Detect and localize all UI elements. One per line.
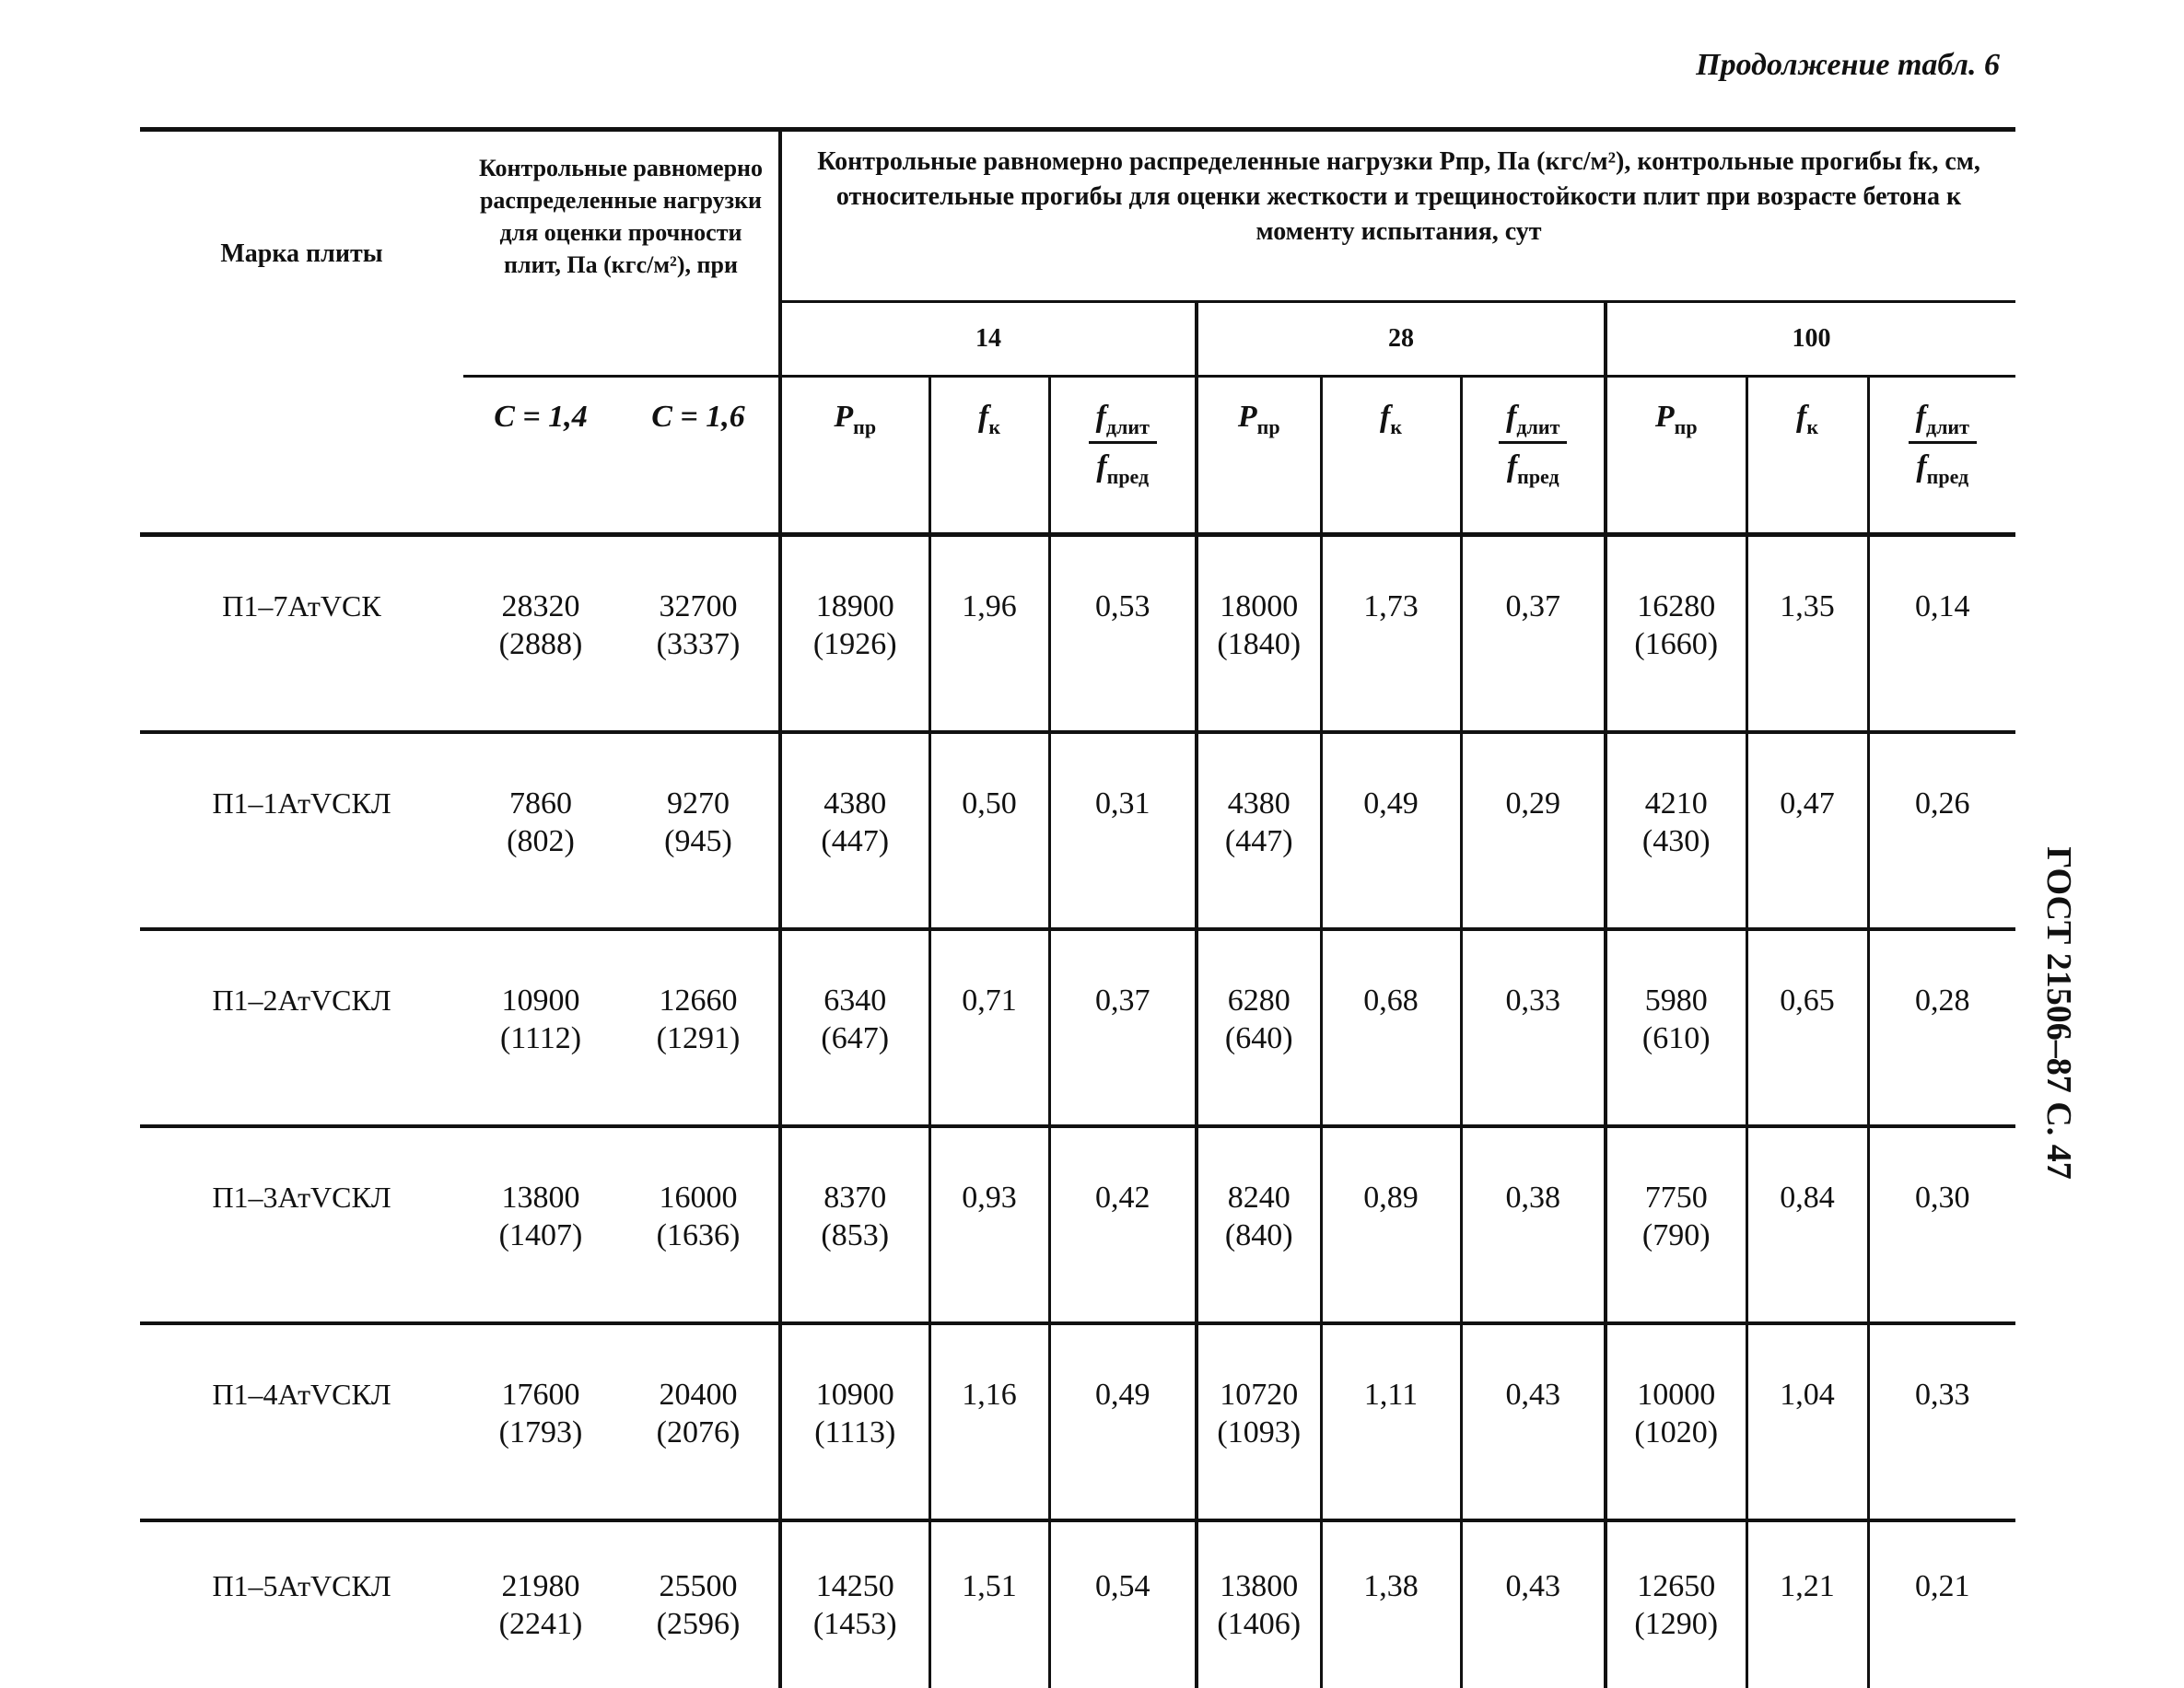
cell-r100-value: 0,28 — [1915, 983, 1970, 1018]
cell-c16-value: 32700 — [659, 588, 738, 623]
cell-p14-kgs: (1453) — [812, 1606, 897, 1641]
cell-r14-value: 0,31 — [1095, 786, 1150, 821]
cell-p100-value: 16280 — [1637, 588, 1716, 623]
cell-r28-value: 0,29 — [1505, 786, 1560, 821]
cell-r28 — [1461, 732, 1606, 929]
cell-c14 — [463, 1126, 618, 1323]
header-brand: Марка плиты — [140, 130, 463, 377]
sym-p: P — [1237, 399, 1257, 434]
cell-c14-kgs: (802) — [507, 823, 575, 858]
cell-r28 — [1461, 534, 1606, 732]
cell-p100 — [1606, 929, 1746, 1126]
cell-r14 — [1049, 534, 1197, 732]
cell-f14 — [929, 732, 1049, 929]
cell-p14-value: 6340 — [823, 983, 887, 1018]
cell-p28-kgs: (840) — [1224, 1217, 1293, 1252]
cell-c14 — [463, 929, 618, 1126]
cell-p14-kgs: (1113) — [814, 1414, 896, 1449]
cell-c16-kgs: (2076) — [656, 1414, 741, 1449]
cell-c14-value: 13800 — [501, 1180, 580, 1215]
cell-r100-value: 0,21 — [1915, 1568, 1970, 1603]
sym-ratio-den-sub: пред — [1517, 464, 1559, 488]
sym-p-sub: пр — [853, 414, 877, 438]
header-ratio-100 — [1868, 376, 2015, 534]
cell-brand-value: П1–3АтVСКЛ — [212, 1180, 391, 1214]
cell-f100 — [1746, 1126, 1868, 1323]
cell-p100 — [1606, 732, 1746, 929]
cell-r100 — [1868, 1323, 2015, 1520]
header-p-14 — [780, 376, 929, 534]
cell-c16 — [618, 732, 780, 929]
cell-c14-value: 7860 — [509, 786, 572, 821]
cell-r14-value: 0,42 — [1095, 1180, 1150, 1215]
sym-f-sub: к — [1390, 414, 1402, 438]
cell-p28-value: 10720 — [1220, 1377, 1299, 1412]
cell-brand-value: П1–1АтVСКЛ — [212, 786, 391, 820]
cell-f28-value: 0,89 — [1363, 1180, 1419, 1215]
cell-p14 — [780, 1323, 929, 1520]
cell-r14-value: 0,53 — [1095, 588, 1150, 623]
cell-p28 — [1197, 1126, 1321, 1323]
header-row-symbols — [140, 376, 2015, 534]
cell-p100-value: 12650 — [1637, 1568, 1716, 1603]
header-c14: C = 1,4 — [463, 376, 618, 534]
cell-brand-value: П1–4АтVСКЛ — [212, 1377, 391, 1411]
cell-p100-value: 5980 — [1644, 983, 1708, 1018]
cell-c16-value: 9270 — [667, 786, 730, 821]
cell-c16-value: 20400 — [659, 1377, 738, 1412]
cell-brand — [140, 1126, 463, 1323]
cell-f100 — [1746, 1323, 1868, 1520]
cell-brand-value: П1–7АтVСК — [222, 588, 381, 623]
load-table — [140, 127, 2015, 1688]
cell-c14-kgs: (1112) — [499, 1020, 582, 1055]
cell-c14-kgs: (2888) — [498, 626, 583, 661]
cell-brand — [140, 929, 463, 1126]
cell-p100-kgs: (1020) — [1634, 1414, 1719, 1449]
cell-p28 — [1197, 732, 1321, 929]
cell-r100 — [1868, 929, 2015, 1126]
header-f-28 — [1321, 376, 1461, 534]
cell-p28-kgs: (1406) — [1217, 1606, 1302, 1641]
cell-r14 — [1049, 732, 1197, 929]
cell-c14 — [463, 1520, 618, 1688]
header-age-14: 14 — [780, 301, 1197, 376]
cell-f100 — [1746, 1520, 1868, 1688]
cell-r28-value: 0,37 — [1505, 588, 1560, 623]
page-header: Продолжение табл. 6 — [1696, 48, 2000, 82]
cell-f100-value: 0,47 — [1780, 786, 1835, 821]
cell-c16-kgs: (945) — [664, 823, 732, 858]
sym-f-sub: к — [988, 414, 1000, 438]
cell-r28 — [1461, 929, 1606, 1126]
cell-f100 — [1746, 534, 1868, 732]
header-stiffness — [780, 130, 2015, 302]
cell-f14-value: 1,16 — [962, 1377, 1017, 1412]
cell-f14 — [929, 1126, 1049, 1323]
cell-p14-kgs: (853) — [821, 1217, 890, 1252]
cell-p100-kgs: (430) — [1641, 823, 1711, 858]
cell-f14 — [929, 534, 1049, 732]
cell-p14 — [780, 1520, 929, 1688]
cell-p14-kgs: (1926) — [812, 626, 897, 661]
cell-p28 — [1197, 1520, 1321, 1688]
cell-brand — [140, 732, 463, 929]
cell-p28 — [1197, 534, 1321, 732]
cell-p28 — [1197, 1323, 1321, 1520]
cell-c16 — [618, 534, 780, 732]
cell-p100-kgs: (610) — [1641, 1020, 1711, 1055]
header-brand-spacer — [140, 376, 463, 534]
ratio-denominator — [1499, 444, 1567, 489]
cell-p28-kgs: (1840) — [1217, 626, 1302, 661]
cell-c14-value: 28320 — [501, 588, 580, 623]
header-age-28: 28 — [1197, 301, 1606, 376]
sym-p: P — [834, 399, 854, 434]
sym-ratio-den: f — [1916, 448, 1927, 483]
sym-ratio-num-sub: длит — [1105, 414, 1150, 438]
cell-p100 — [1606, 1126, 1746, 1323]
cell-brand — [140, 1520, 463, 1688]
ratio-fraction — [1499, 400, 1567, 489]
cell-c16 — [618, 1520, 780, 1688]
sym-ratio-den: f — [1096, 448, 1107, 483]
cell-r100 — [1868, 732, 2015, 929]
cell-r28 — [1461, 1323, 1606, 1520]
cell-c14-value: 17600 — [501, 1377, 580, 1412]
cell-p28-kgs: (1093) — [1217, 1414, 1302, 1449]
header-ratio-14 — [1049, 376, 1197, 534]
cell-f28-value: 0,49 — [1363, 786, 1419, 821]
cell-p100-kgs: (1290) — [1634, 1606, 1719, 1641]
cell-r14-value: 0,49 — [1095, 1377, 1150, 1412]
ratio-fraction — [1089, 400, 1157, 489]
table-row — [140, 732, 2015, 929]
ratio-denominator — [1909, 444, 1977, 489]
header-p-100 — [1606, 376, 1746, 534]
cell-c16-value: 25500 — [659, 1568, 738, 1603]
cell-f100-value: 1,04 — [1780, 1377, 1835, 1412]
cell-c16-kgs: (2596) — [656, 1606, 741, 1641]
cell-f100-value: 0,84 — [1780, 1180, 1835, 1215]
cell-r100 — [1868, 1520, 2015, 1688]
cell-c16-value: 12660 — [659, 983, 738, 1018]
ratio-numerator — [1499, 400, 1567, 444]
cell-p14-value: 8370 — [823, 1180, 887, 1215]
cell-c16-kgs: (3337) — [656, 626, 741, 661]
cell-c16-value: 16000 — [659, 1180, 738, 1215]
cell-r28-value: 0,43 — [1505, 1568, 1560, 1603]
header-c16: C = 1,6 — [618, 376, 780, 534]
cell-f14 — [929, 1323, 1049, 1520]
header-stiffness-text: Контрольные равномерно распределенные нагрузки Pпр, Па (кгс/м²), контрольные прогибы fк, см, относительные прогибы для оценки жесткости и трещиностойкости плит при возрасте бетона к моменту испытания, сут — [817, 147, 1980, 246]
cell-f100-value: 1,21 — [1780, 1568, 1835, 1603]
cell-c14-kgs: (1407) — [498, 1217, 583, 1252]
table-row — [140, 1520, 2015, 1688]
cell-r14 — [1049, 1323, 1197, 1520]
cell-c14 — [463, 1323, 618, 1520]
sym-f: f — [977, 399, 989, 434]
sym-p-sub: пр — [1674, 414, 1698, 438]
cell-r14 — [1049, 929, 1197, 1126]
cell-r14-value: 0,37 — [1095, 983, 1150, 1018]
cell-c14-value: 21980 — [501, 1568, 580, 1603]
sym-ratio-num-sub: длит — [1516, 414, 1560, 438]
sym-ratio-den-sub: пред — [1106, 464, 1150, 488]
cell-f28-value: 0,68 — [1363, 983, 1419, 1018]
cell-r28-value: 0,38 — [1505, 1180, 1560, 1215]
cell-p14-value: 18900 — [815, 588, 894, 623]
ratio-denominator — [1089, 444, 1157, 489]
cell-r28-value: 0,33 — [1505, 983, 1560, 1018]
cell-brand — [140, 1323, 463, 1520]
cell-p100 — [1606, 1520, 1746, 1688]
cell-p14-value: 4380 — [823, 786, 887, 821]
cell-p14-value: 10900 — [815, 1377, 894, 1412]
cell-p100-value: 7750 — [1644, 1180, 1708, 1215]
cell-r28 — [1461, 1520, 1606, 1688]
header-row-1 — [140, 130, 2015, 302]
cell-p100-value: 4210 — [1644, 786, 1708, 821]
sym-ratio-num: f — [1506, 399, 1517, 434]
cell-p28-value: 6280 — [1227, 983, 1291, 1018]
cell-r28 — [1461, 1126, 1606, 1323]
sym-ratio-num: f — [1915, 399, 1926, 434]
cell-p14-kgs: (447) — [821, 823, 890, 858]
cell-f14 — [929, 929, 1049, 1126]
cell-f28 — [1321, 732, 1461, 929]
cell-r100-value: 0,30 — [1915, 1180, 1970, 1215]
cell-r100 — [1868, 534, 2015, 732]
header-strength: Контрольные равномерно распределенные нагрузки для оценки прочности плит, Па (кгс/м²), при — [463, 130, 780, 302]
sym-ratio-num: f — [1095, 399, 1106, 434]
cell-r28-value: 0,43 — [1505, 1377, 1560, 1412]
sym-ratio-num-sub: длит — [1925, 414, 1969, 438]
cell-p14 — [780, 1126, 929, 1323]
cell-p28-kgs: (447) — [1224, 823, 1293, 858]
cell-r100-value: 0,26 — [1915, 786, 1970, 821]
cell-p100 — [1606, 534, 1746, 732]
header-ratio-28 — [1461, 376, 1606, 534]
header-p-28 — [1197, 376, 1321, 534]
cell-c14-value: 10900 — [501, 983, 580, 1018]
cell-f14 — [929, 1520, 1049, 1688]
cell-p28-kgs: (640) — [1224, 1020, 1293, 1055]
cell-f28 — [1321, 1520, 1461, 1688]
cell-p100-kgs: (1660) — [1634, 626, 1719, 661]
cell-p28 — [1197, 929, 1321, 1126]
cell-r14 — [1049, 1126, 1197, 1323]
sym-p-sub: пр — [1256, 414, 1280, 438]
sym-ratio-den-sub: пред — [1926, 464, 1969, 488]
ratio-numerator — [1089, 400, 1157, 444]
cell-p100 — [1606, 1323, 1746, 1520]
cell-r100-value: 0,14 — [1915, 588, 1970, 623]
cell-f100 — [1746, 732, 1868, 929]
cell-f28-value: 1,38 — [1363, 1568, 1419, 1603]
cell-f28 — [1321, 534, 1461, 732]
cell-p100-kgs: (790) — [1641, 1217, 1711, 1252]
cell-c14-kgs: (1793) — [498, 1414, 583, 1449]
sym-p: P — [1654, 399, 1675, 434]
cell-c16-kgs: (1636) — [656, 1217, 741, 1252]
cell-c16 — [618, 1126, 780, 1323]
side-label: ГОСТ 21506–87 С. 47 — [2039, 846, 2078, 1180]
cell-p14 — [780, 732, 929, 929]
cell-p28-value: 13800 — [1220, 1568, 1299, 1603]
table-row — [140, 929, 2015, 1126]
cell-f14-value: 0,71 — [962, 983, 1017, 1018]
cell-c16 — [618, 1323, 780, 1520]
sym-f: f — [1795, 399, 1807, 434]
cell-c16-kgs: (1291) — [656, 1020, 741, 1055]
cell-p14-value: 14250 — [815, 1568, 894, 1603]
cell-p28-value: 8240 — [1227, 1180, 1291, 1215]
header-age-100: 100 — [1606, 301, 2015, 376]
cell-f14-value: 1,96 — [962, 588, 1017, 623]
cell-f28 — [1321, 1126, 1461, 1323]
cell-r100-value: 0,33 — [1915, 1377, 1970, 1412]
cell-c14 — [463, 732, 618, 929]
cell-f28 — [1321, 929, 1461, 1126]
ratio-fraction — [1909, 400, 1977, 489]
cell-r14 — [1049, 1520, 1197, 1688]
cell-p14 — [780, 534, 929, 732]
sym-f: f — [1379, 399, 1391, 434]
cell-f14-value: 0,50 — [962, 786, 1017, 821]
cell-f100-value: 1,35 — [1780, 588, 1835, 623]
cell-p28-value: 4380 — [1227, 786, 1291, 821]
cell-p28-value: 18000 — [1220, 588, 1299, 623]
table-row — [140, 1126, 2015, 1323]
cell-c14-kgs: (2241) — [498, 1606, 583, 1641]
header-strength-spacer — [463, 301, 780, 376]
header-f-14 — [929, 376, 1049, 534]
cell-brand-value: П1–5АтVСКЛ — [212, 1568, 391, 1602]
cell-c16 — [618, 929, 780, 1126]
sym-ratio-den: f — [1506, 448, 1518, 483]
header-f-100 — [1746, 376, 1868, 534]
cell-p100-value: 10000 — [1637, 1377, 1716, 1412]
table-row — [140, 534, 2015, 732]
cell-f14-value: 0,93 — [962, 1180, 1017, 1215]
sym-f-sub: к — [1806, 414, 1818, 438]
cell-f28-value: 1,73 — [1363, 588, 1419, 623]
cell-f28 — [1321, 1323, 1461, 1520]
ratio-numerator — [1909, 400, 1977, 444]
cell-c14 — [463, 534, 618, 732]
cell-r14-value: 0,54 — [1095, 1568, 1150, 1603]
table-row — [140, 1323, 2015, 1520]
cell-brand — [140, 534, 463, 732]
cell-p14 — [780, 929, 929, 1126]
cell-f14-value: 1,51 — [962, 1568, 1017, 1603]
cell-f28-value: 1,11 — [1363, 1377, 1419, 1412]
cell-p14-kgs: (647) — [821, 1020, 890, 1055]
cell-f100 — [1746, 929, 1868, 1126]
cell-brand-value: П1–2АтVСКЛ — [212, 983, 391, 1017]
cell-r100 — [1868, 1126, 2015, 1323]
cell-f100-value: 0,65 — [1780, 983, 1835, 1018]
